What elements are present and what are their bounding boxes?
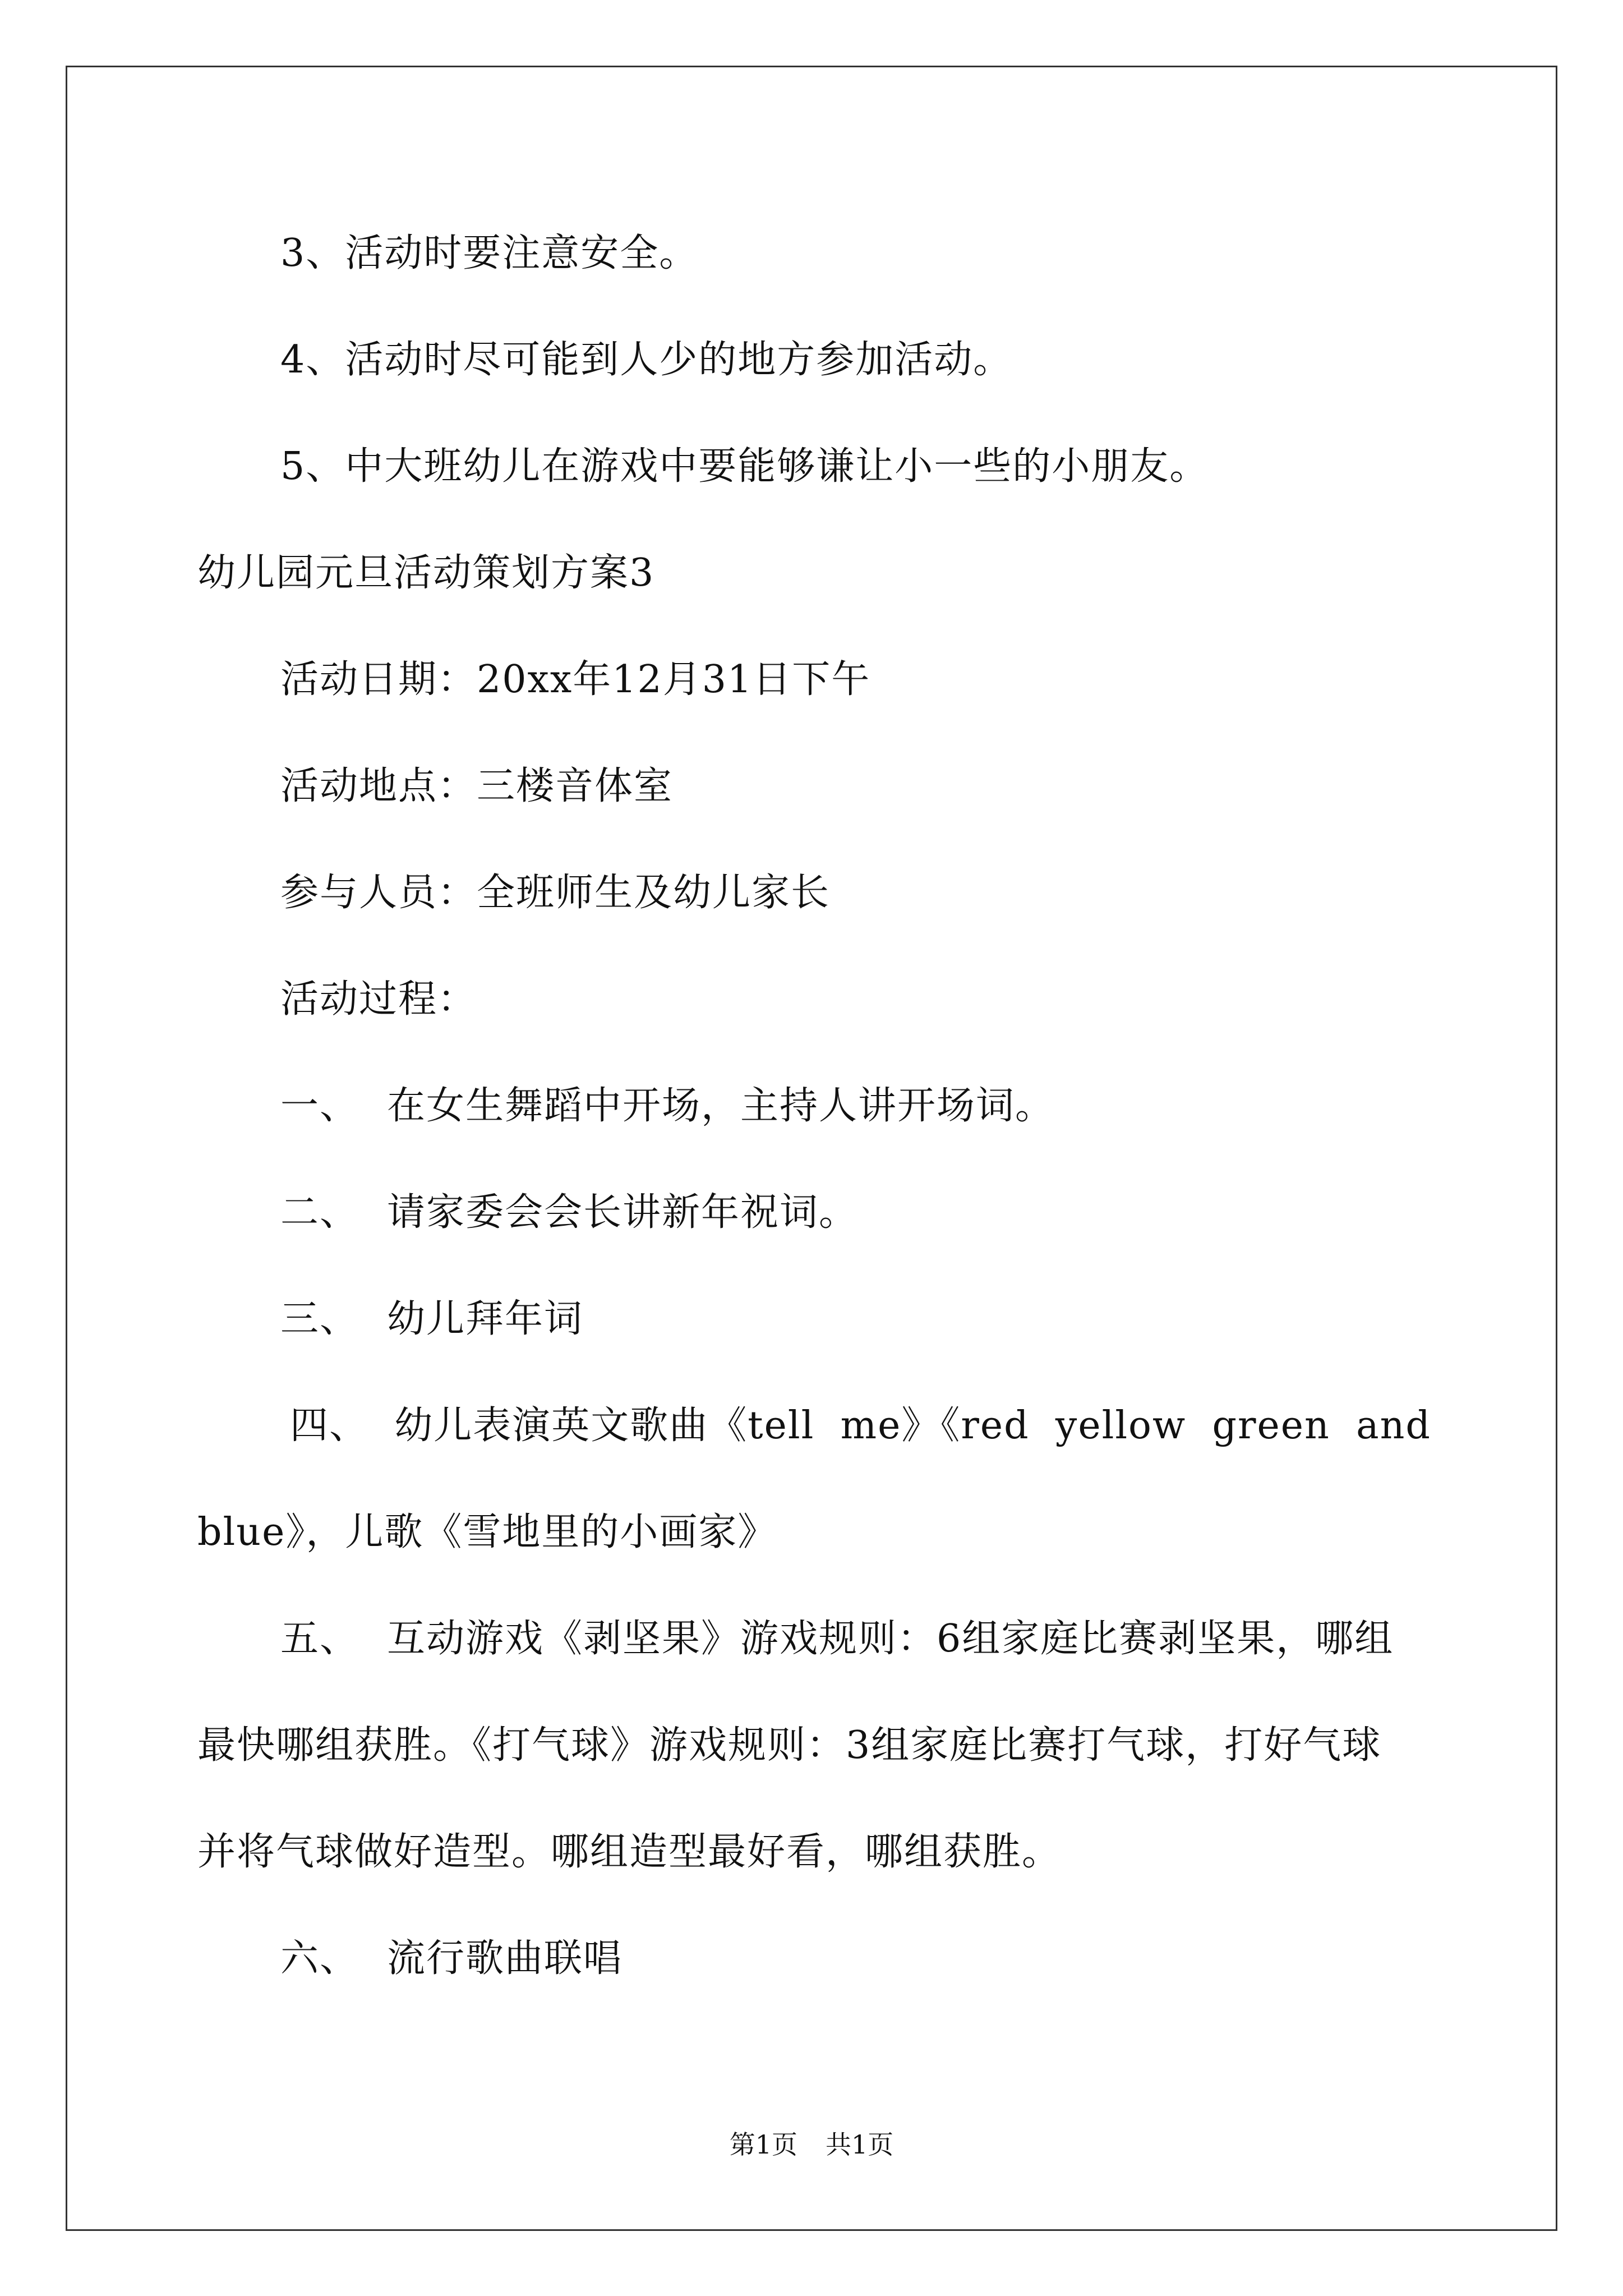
step-4-part: yellow <box>1055 1404 1187 1448</box>
step-2 <box>280 1190 858 1235</box>
step-5-continuation-2: 并将气球做好造型。哪组造型最好看，哪组获胜。 <box>197 1830 1062 1874</box>
step-5-text: 互动游戏《剥坚果》游戏规则：6组家庭比赛剥坚果，哪组 <box>387 1617 1394 1661</box>
step-3-number: 三、 <box>280 1297 359 1341</box>
step-6 <box>280 1936 623 1981</box>
list-item-5: 5、中大班幼儿在游戏中要能够谦让小一些的小朋友。 <box>280 444 1209 489</box>
list-item-3: 3、活动时要注意安全。 <box>280 231 699 275</box>
step-4-part: me》《red <box>840 1404 1030 1448</box>
step-4-continuation: blue》，儿歌《雪地里的小画家》 <box>197 1510 777 1554</box>
step-4-number: 四、 <box>290 1404 369 1448</box>
step-6-text: 流行歌曲联唱 <box>387 1936 623 1981</box>
step-3 <box>280 1297 583 1342</box>
activity-place: 活动地点：三楼音体室 <box>280 764 674 808</box>
step-4-part: 幼儿表演英文歌曲《tell <box>394 1404 815 1448</box>
step-2-text: 请家委会会长讲新年祝词。 <box>387 1190 859 1235</box>
page-border <box>66 66 1557 2231</box>
step-4-part: and <box>1356 1404 1431 1448</box>
list-item-4: 4、活动时尽可能到人少的地方参加活动。 <box>280 338 1013 382</box>
step-1-number: 一、 <box>280 1084 359 1128</box>
step-5 <box>280 1617 1394 1662</box>
participants: 参与人员：全班师生及幼儿家长 <box>280 871 831 915</box>
step-4 <box>290 1404 1431 1448</box>
page-number: 第1页 <box>729 2129 797 2160</box>
step-5-number: 五、 <box>280 1617 359 1661</box>
step-6-number: 六、 <box>280 1936 359 1981</box>
page-total: 共1页 <box>826 2129 894 2160</box>
step-1 <box>280 1084 1054 1129</box>
activity-date: 活动日期：20xx年12月31日下午 <box>280 657 871 702</box>
step-2-number: 二、 <box>280 1190 359 1235</box>
step-5-continuation-1: 最快哪组获胜。《打气球》游戏规则：3组家庭比赛打气球，打好气球 <box>197 1723 1382 1768</box>
page-footer <box>0 2129 1623 2160</box>
step-3-text: 幼儿拜年词 <box>387 1297 584 1341</box>
step-4-part: green <box>1212 1404 1330 1448</box>
step-1-text: 在女生舞蹈中开场，主持人讲开场词。 <box>387 1084 1055 1128</box>
section-heading: 幼儿园元旦活动策划方案3 <box>197 551 655 595</box>
process-label: 活动过程： <box>280 977 477 1022</box>
